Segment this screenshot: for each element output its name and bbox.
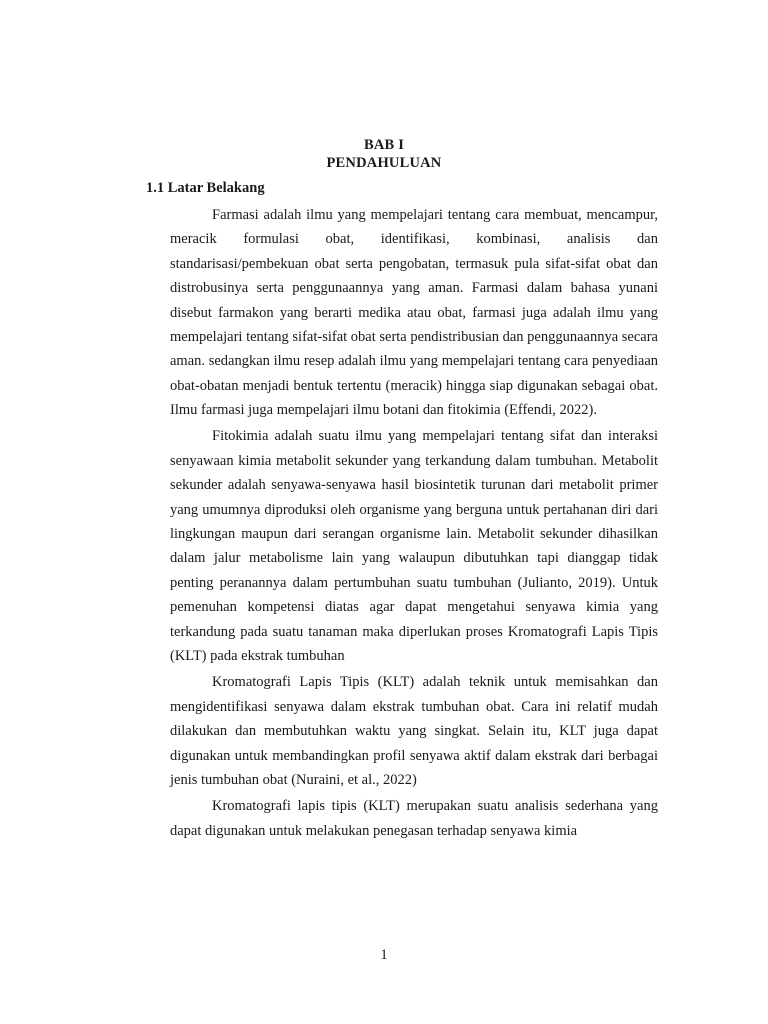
page-number: 1 [380, 947, 388, 963]
section-heading: 1.1 Latar Belakang [146, 180, 265, 196]
paragraph: Kromatografi lapis tipis (KLT) merupakan suatu analisis sederhana yang dapat digunakan untuk melakukan penegasan terhadap senyawa kimia [170, 798, 658, 839]
body-text [170, 203, 658, 845]
chapter-title: PENDAHULUAN [326, 155, 442, 171]
paragraph: Kromatografi Lapis Tipis (KLT) adalah teknik untuk memisahkan dan mengidentifikasi senyawa dalam ekstrak tumbuhan obat. Cara ini relatif mudah dilakukan dan membutuhkan waktu yang singkat. Selain itu, KLT juga dapat digunakan untuk membandingkan profil senyawa aktif dalam ekstrak dari berbagai jenis tumbuhan obat (Nuraini, et al., 2022) [170, 674, 658, 788]
paragraph: Fitokimia adalah suatu ilmu yang mempelajari tentang sifat dan interaksi senyawaan kimia metabolit sekunder yang terkandung dalam tumbuhan. Metabolit sekunder adalah senyawa-senyawa hasil biosintetik turunan dari metabolit primer yang umumnya diproduksi oleh organisme yang berguna untuk pertahanan diri dari lingkungan maupun dari serangan organisme lain. Metabolit sekunder dihasilkan dalam jalur metabolisme lain yang walaupun dibutuhkan tapi dianggap tidak penting peranannya dalam pertumbuhan suatu tumbuhan (Julianto, 2019). Untuk pemenuhan kompetensi diatas agar dapat mengetahui senyawa kimia yang terkandung pada suatu tanaman maka diperlukan proses Kromatografi Lapis Tipis (KLT) pada ekstrak tumbuhan [170, 428, 658, 665]
chapter-label: BAB I [363, 137, 405, 153]
paragraph: Farmasi adalah ilmu yang mempelajari tentang cara membuat, mencampur, meracik formulasi obat, identifikasi, kombinasi, analisis dan standarisasi/pembekuan obat serta pengobatan, termasuk pula sifat-sifat obat dan distrobusinya serta penggunaannya yang aman. Farmasi dalam bahasa yunani disebut farmakon yang berarti medika atau obat, farmasi juga adalah ilmu yang mempelajari tentang sifat-sifat obat serta pendistribusian dan penggunaannya secara aman. sedangkan ilmu resep adalah ilmu yang mempelajari tentang cara penyediaan obat-obatan menjadi bentuk tertentu (meracik) hingga siap digunakan sebagai obat. Ilmu farmasi juga mempelajari ilmu botani dan fitokimia (Effendi, 2022). [170, 207, 658, 419]
